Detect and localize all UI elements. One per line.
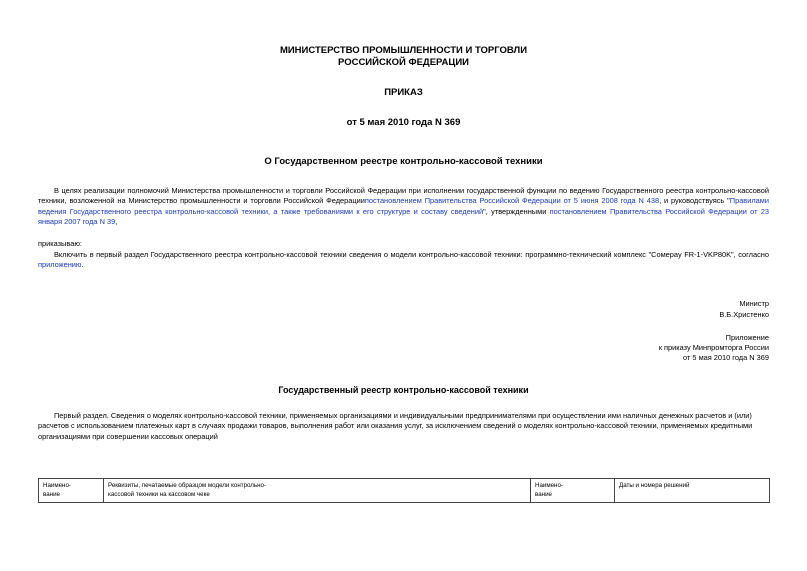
- section-description: Первый раздел. Сведения о моделях контрольно-кассовой техники, применяемых организациями и индивидуальными предпринимателями при осуществлении ими наличных денежных расчетов и (или) расчетов с использованием платежных карт в случаях продажи товаров, выполнения работ или оказания услуг, за исключением сведений о моделях контрольно-кассовой техники, применяемых кредитными организациями при совершении кассовых операций: [38, 411, 753, 441]
- appendix-link[interactable]: приложению: [38, 260, 82, 270]
- registry-rules-link[interactable]: Правилами ведения Государственного реестра контрольно-кассовой техники, а также требованиями к его структуре и составу сведений: [38, 196, 769, 216]
- preamble-text-4: ,: [115, 217, 118, 227]
- preamble-text-1: В целях реализации полномочий Министерства промышленности и торговли Российской Федерации при исполнении государственной функции по ведению Государственного реестра контрольно-кассовой техники, возложенной на Министерство промышленности и торговли Российской Федерации: [38, 186, 769, 206]
- document-type: ПРИКАЗ: [384, 87, 423, 98]
- ministry-name-line1: МИНИСТЕРСТВО ПРОМЫШЛЕННОСТИ И ТОРГОВЛИ: [279, 45, 528, 56]
- appendix-title: Государственный реестр контрольно-кассовой техники: [278, 385, 529, 395]
- signature-title: Министр: [739, 299, 769, 308]
- order-paragraph: [38, 250, 769, 271]
- registry-table: [38, 478, 770, 503]
- appendix-order-ref: к приказу Минпромторга России: [658, 343, 769, 352]
- table-header-row: [39, 479, 770, 503]
- appendix-date-number: от 5 мая 2010 года N 369: [683, 353, 769, 362]
- ministry-name-line2: РОССИЙСКОЙ ФЕДЕРАЦИИ: [337, 57, 469, 68]
- table-header-cell: Реквизиты, печатаемые образцом модели контрольно- кассовой техники на кассовом чеке: [104, 479, 531, 503]
- table-header-cell: Даты и номера решений: [615, 479, 770, 503]
- document-title: О Государственном реестре контрольно-кассовой техники: [264, 156, 543, 167]
- decree-39-link[interactable]: постановлением Правительства Российской Федерации от 23 января 2007 года N 39: [38, 206, 770, 227]
- preamble-paragraph: [38, 186, 769, 228]
- preamble-text-2: , и руководствуясь ": [659, 196, 730, 206]
- appendix-label: Приложение: [725, 333, 769, 342]
- document-date-number: от 5 мая 2010 года N 369: [346, 117, 461, 128]
- table-header-cell: Наимено- вание: [39, 479, 104, 503]
- table-header-cell: Наимено- вание: [531, 479, 615, 503]
- signature-name: В.Б.Христенко: [719, 310, 769, 319]
- order-word: приказываю:: [38, 239, 82, 248]
- preamble-text-3: ", утвержденными: [483, 206, 550, 216]
- decree-438-link[interactable]: постановлением Правительства Российской Федерации от 5 июня 2008 года N 438: [364, 196, 660, 206]
- order-text: Включить в первый раздел Государственного реестра контрольно-кассовой техники сведения о модели контрольно-кассовой техники: программно-технический комплекс "Cомepay FR-1-VKP80K", согласно: [54, 250, 769, 259]
- order-text-end: .: [81, 260, 84, 270]
